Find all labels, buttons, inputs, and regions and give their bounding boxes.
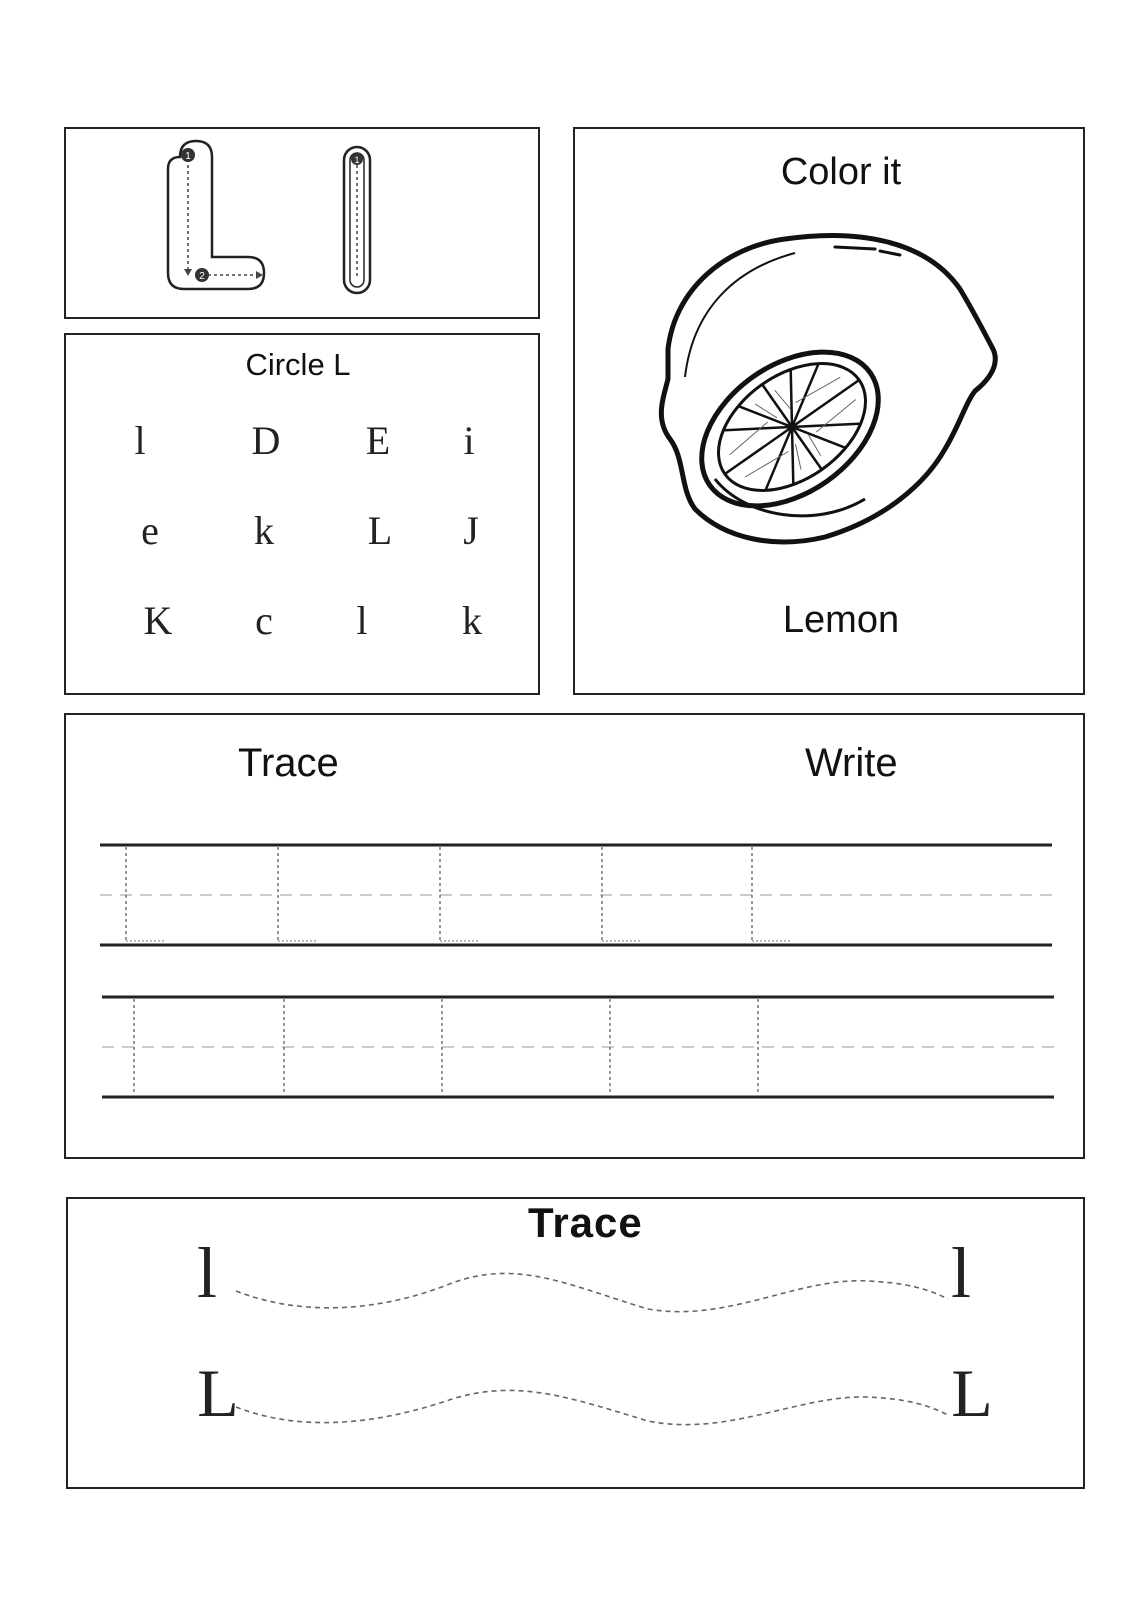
letter-guide-svg xyxy=(66,129,538,317)
lowercase-l-outline xyxy=(344,147,370,293)
wave-path-row-1[interactable] xyxy=(236,1273,948,1311)
wave-row-2-start: L xyxy=(197,1355,239,1431)
circle-section-title: Circle L xyxy=(245,347,351,382)
circle-letter-box xyxy=(64,333,540,695)
write-label: Write xyxy=(805,741,898,785)
circle-grid-letter[interactable]: D xyxy=(251,418,281,463)
wave-row-1-start: l xyxy=(196,1233,218,1313)
circle-grid-letter[interactable]: k xyxy=(462,598,482,643)
circle-grid-letter[interactable]: k xyxy=(254,508,274,553)
circle-grid-letter[interactable]: L xyxy=(367,508,393,553)
circle-grid-letter[interactable]: c xyxy=(255,598,273,643)
handwriting-lines[interactable] xyxy=(66,715,1083,1157)
wave-trace-lines[interactable] xyxy=(68,1199,1083,1487)
wave-trace-box xyxy=(66,1197,1085,1489)
wave-path-row-2[interactable] xyxy=(236,1390,948,1424)
writing-row-2[interactable] xyxy=(102,997,1054,1097)
color-section-word: Lemon xyxy=(782,599,900,641)
uppercase-l-outline xyxy=(168,141,264,289)
circle-grid-letter[interactable]: l xyxy=(356,598,368,643)
circle-grid-letter[interactable]: l xyxy=(134,418,146,463)
color-section-title: Color it xyxy=(780,151,902,193)
circle-grid-letter[interactable]: E xyxy=(365,418,391,463)
wave-row-2-end: L xyxy=(951,1355,993,1431)
circle-grid-letter[interactable]: K xyxy=(143,598,173,643)
letter-guide-box xyxy=(64,127,540,319)
stroke-number-1b: 1 xyxy=(354,155,360,165)
wave-trace-title: Trace xyxy=(528,1199,643,1246)
circle-grid-letter[interactable]: J xyxy=(463,508,479,553)
color-it-box xyxy=(573,127,1085,695)
stroke-number-2: 2 xyxy=(199,271,205,282)
circle-grid-letter[interactable]: i xyxy=(463,418,475,463)
writing-row-1[interactable] xyxy=(100,845,1052,945)
circle-grid-letter[interactable]: e xyxy=(141,508,159,553)
stroke-number-1: 1 xyxy=(185,151,191,162)
trace-label: Trace xyxy=(238,741,339,785)
wave-row-1-end: l xyxy=(950,1233,972,1313)
trace-write-box xyxy=(64,713,1085,1159)
